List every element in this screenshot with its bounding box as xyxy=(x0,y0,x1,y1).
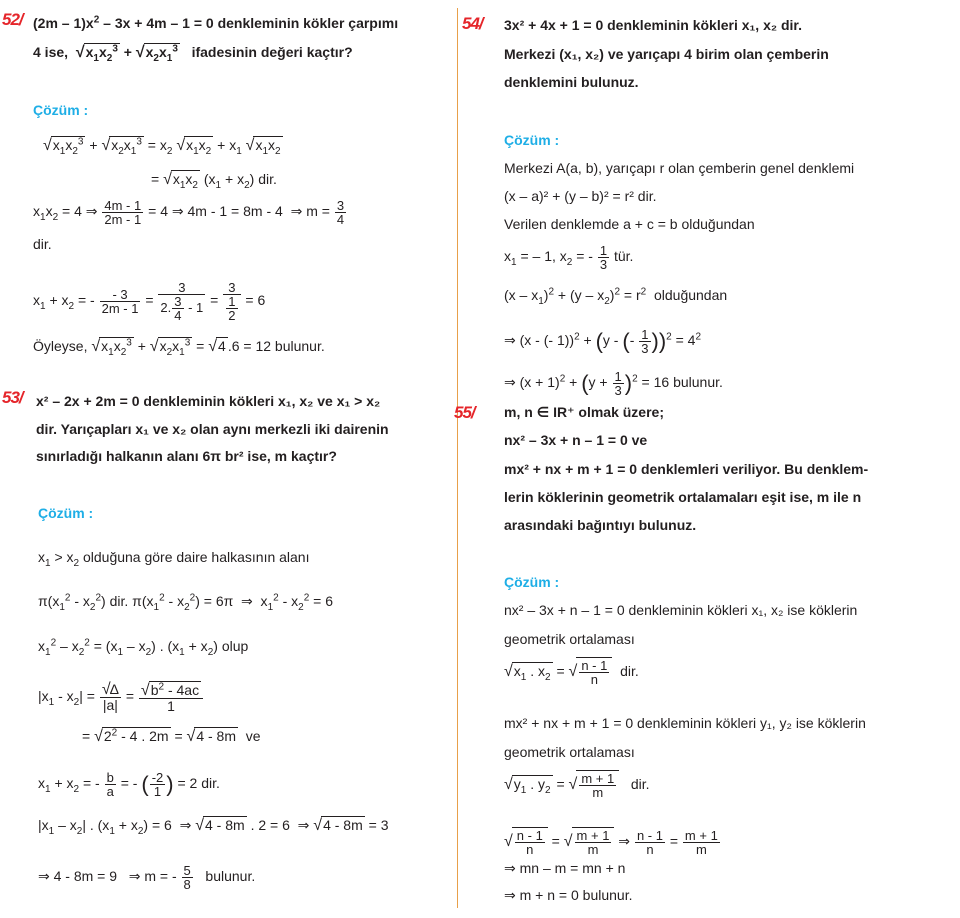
p53-question-line-3: sınırladığı halkanın alanı 6π br² ise, m kaçtır? xyxy=(36,448,337,464)
p52-step-2: = $√x_1x_2$ $(x_1 + x_2)$ dir. xyxy=(151,171,277,191)
p55-question-line-2: nx² – 3x + n – 1 = 0 ve xyxy=(504,432,648,448)
p52-step-3b: dir. xyxy=(33,236,52,252)
p54-step-5: $(x - x_1)^2 + (y - x_2)^2 = r^2$ olduğundan xyxy=(504,286,728,307)
p53-question-line-1: x² – 2x + 2m = 0 denkleminin kökleri x₁, x₂ ve x₁ > x₂ xyxy=(36,393,381,409)
problem-number-52: 52/ xyxy=(2,10,23,29)
p55-question-line-1: m, n ∈ IR⁺ olmak üzere; xyxy=(504,404,664,420)
p52-step-1: $√x_1x_2^3 + √x_2x_1^3 = x_2$ $√x_1x_2 + x_1$ $√x_1x_2$ xyxy=(43,136,281,157)
p55-step-4: mx² + nx + m + 1 = 0 denkleminin kökleri y₁, y₂ ise köklerin xyxy=(504,715,866,731)
p55-solution-label: Çözüm : xyxy=(504,574,560,590)
p55-step-6: $√y_1$ . $y_2$ = √ $\frac{m + 1}{m}$ dir. xyxy=(504,771,650,800)
p55-step-2: geometrik ortalaması xyxy=(504,631,635,647)
p54-step-2: (x – a)² + (y – b)² = r² dir. xyxy=(504,188,657,204)
p55-step-1: nx² – 3x + n – 1 = 0 denkleminin kökleri x₁, x₂ ise köklerin xyxy=(504,602,858,618)
p53-solution-label: Çözüm : xyxy=(38,505,94,521)
p54-step-4: $x_1$ = – 1, $x_2$ = - $\frac{1}{3}$ tür. xyxy=(504,243,634,272)
column-divider xyxy=(457,8,458,908)
p54-step-6: ⇒ (x - (- 1))$^2$ + (y - (- $\frac{1}{3}$ ))$^2 = 4^2$ xyxy=(504,327,702,356)
p55-question-line-3: mx² + nx + m + 1 = 0 denklemleri veriliyor. Bu denklem- xyxy=(504,461,869,477)
p55-step-3: $√x_1$ . $x_2$ = √ $\frac{n - 1}{n}$ dir. xyxy=(504,658,639,687)
problem-number-53: 53/ xyxy=(2,388,23,407)
p53-step-4: $|x_1 - x_2|$ = $\frac{√\Delta}{|a|}$ = $\frac{√b^2 - 4ac}{1}$ xyxy=(38,681,204,714)
p52-solution-label: Çözüm : xyxy=(33,102,89,118)
p52-step-3: $x_1x_2 = 4$ ⇒ $\frac{4m - 1}{2m - 1}$ = 4 ⇒ 4m - 1 = 8m - 4 ⇒ m = $\frac{3}{4}$ xyxy=(33,198,345,227)
p53-step-6: $x_1 + x_2$ = - $\frac{b}{a}$ = - ( $\frac{-2}{1}$ ) = 2 dir. xyxy=(38,770,220,799)
p54-step-1: Merkezi A(a, b), yarıçapı r olan çemberin genel denklemi xyxy=(504,160,855,176)
p54-question-line-1: 3x² + 4x + 1 = 0 denkleminin kökleri x₁, x₂ dir. xyxy=(504,17,802,33)
p53-step-8: ⇒ 4 - 8m = 9 ⇒ m = - $\frac{5}{8}$ bulunur. xyxy=(38,863,256,892)
p55-step-7: √ $\frac{n - 1}{n}$ = √ $\frac{m + 1}{m}$ ⇒ $\frac{n - 1}{n}$ = $\frac{m + 1}{m}$ xyxy=(504,828,718,857)
p52-question-line-1: $(2m - 1)x^2 - 3x + 4m - 1 = 0$ denkleminin kökler çarpımı xyxy=(33,14,399,31)
p53-step-7: $|x_1 - x_2|$ . $(x_1 + x_2) = 6$ ⇒ √4 - 8m . 2 = 6 ⇒ √4 - 8m = 3 xyxy=(38,817,389,837)
p55-step-9: ⇒ m + n = 0 bulunur. xyxy=(504,887,633,903)
p54-question-line-3: denklemini bulunuz. xyxy=(504,74,639,90)
p55-step-8: ⇒ mn – m = mn + n xyxy=(504,860,626,876)
p53-step-3: $x_1^2 - x_2^2 = (x_1 - x_2)$ . $(x_1 + x_2)$ olup xyxy=(38,637,249,658)
p52-question-line-2: 4 ise, $√x_1x_2^3 + √x_2x_1^3$ ifadesinin değeri kaçtır? xyxy=(33,43,353,64)
p54-step-7: ⇒ $(x + 1)^2 + (y$ + $\frac{1}{3}$ )$^2$ = 16 bulunur. xyxy=(504,369,723,398)
p55-question-line-4: lerin köklerinin geometrik ortalamaları eşit ise, m ile n xyxy=(504,489,862,505)
p54-question-line-2: Merkezi (x₁, x₂) ve yarıçapı 4 birim olan çemberin xyxy=(504,46,829,62)
p55-question-line-5: arasındaki bağıntıyı bulunuz. xyxy=(504,517,697,533)
problem-number-54: 54/ xyxy=(462,14,483,33)
p53-step-5: = $√2^2 - 4$ . 2m = √4 - 8m ve xyxy=(82,727,261,745)
p53-step-1: $x_1 > x_2$ olduğuna göre daire halkasının alanı xyxy=(38,549,310,569)
p52-step-4: $x_1 + x_2$ = - $\frac{- 3}{2m - 1}$ = 3 2. $\frac{3}{4}$ - 1 = $\frac{3}{\frac{1}{2}}$ = 6 xyxy=(33,280,266,323)
p54-solution-label: Çözüm : xyxy=(504,132,560,148)
p52-conclusion: Öyleyse, $√x_1x_2^3 + √x_2x_1^3 = √4$ .6 = 12 bulunur. xyxy=(33,337,325,358)
p53-step-2: $\pi(x_1^2 - x_2^2)$ dir. $\pi(x_1^2 - x_2^2) = 6\pi$ ⇒ $x_1^2 - x_2^2 = 6$ xyxy=(38,592,334,613)
p55-step-5: geometrik ortalaması xyxy=(504,744,635,760)
problem-number-55: 55/ xyxy=(454,403,475,422)
p54-step-3: Verilen denklemde a + c = b olduğundan xyxy=(504,216,755,232)
p53-question-line-2: dir. Yarıçapları x₁ ve x₂ olan aynı merkezli iki dairenin xyxy=(36,421,389,437)
